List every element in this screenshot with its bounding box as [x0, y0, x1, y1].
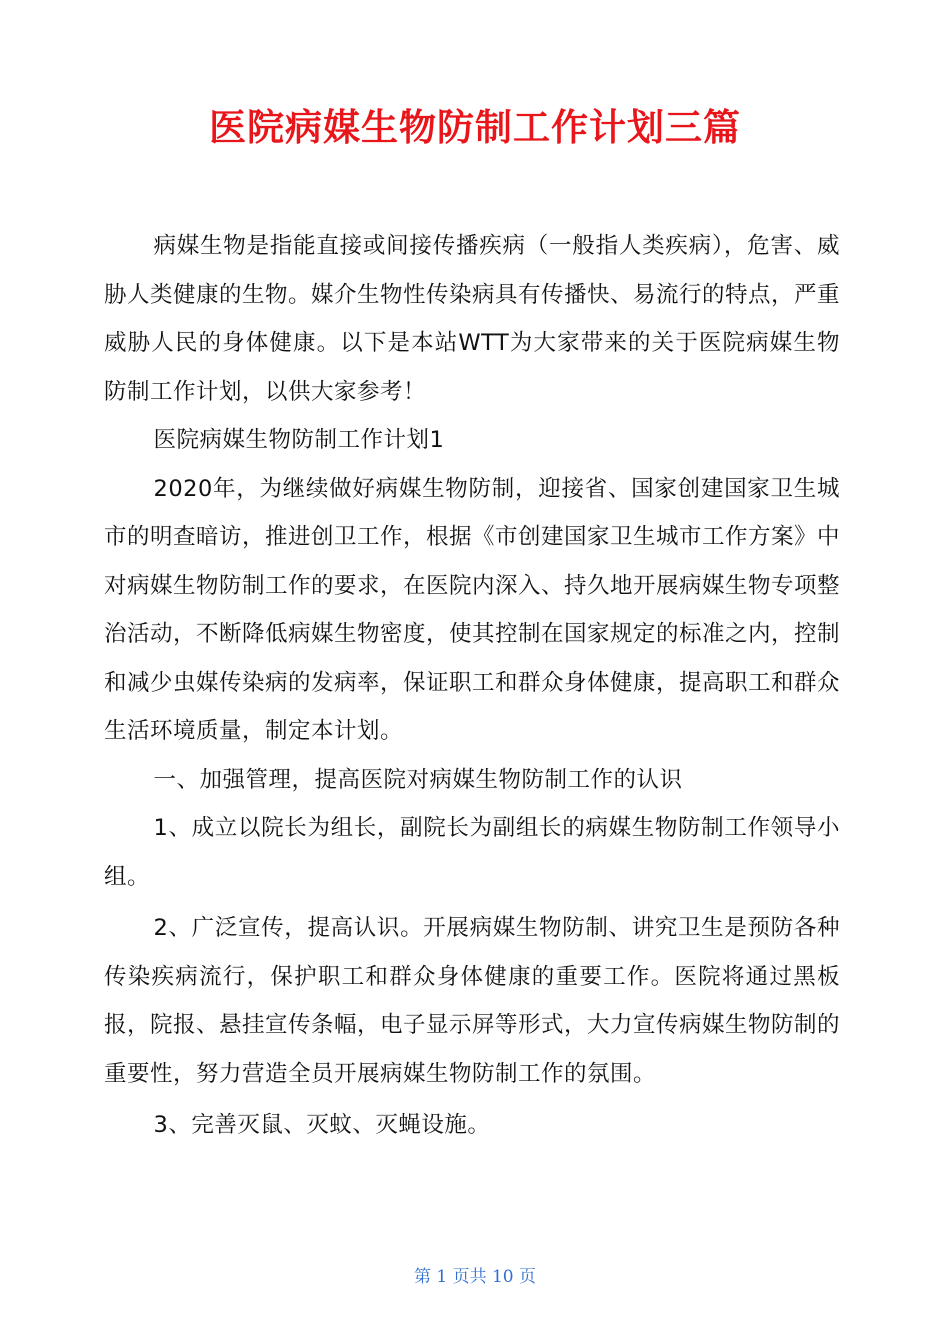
list-item-1: 1、成立以院长为组长，副院长为副组长的病媒生物防制工作领导小组。 — [104, 815, 840, 890]
page-footer: 第 1 页共 10 页 — [413, 1267, 537, 1287]
document-title: 医院病媒生物防制工作计划三篇 — [209, 106, 741, 149]
paragraph-plan-1-overview: 2020年，为继续做好病媒生物防制，迎接省、国家创建国家卫生城市的明查暗访，推进创卫工作，根据《市创建国家卫生城市工作方案》中对病媒生物防制工作的要求，在医院内深入、持久地开展病媒生物专项整治活动，不断降低病媒生物密度，使其控制在国家规定的标准之内，控制和减少虫媒传染病的发病率，保证职工和群众身体健康，提高职工和群众生活环境质量，制定本计划。 — [104, 475, 841, 744]
list-item-2: 2、广泛宣传，提高认识。开展病媒生物防制、讲究卫生是预防各种传染疾病流行，保护职工和群众身体健康的重要工作。医院将通过黑板报，院报、悬挂宣传条幅，电子显示屏等形式，大力宣传病媒生物防制的重要性，努力营造全员开展病媒生物防制工作的氛围。 — [104, 915, 841, 1087]
paragraph-intro: 病媒生物是指能直接或间接传播疾病（一般指人类疾病），危害、威胁人类健康的生物。媒介生物性传染病具有传播快、易流行的特点，严重威胁人民的身体健康。以下是本站WTT为大家带来的关于医院病媒生物防制工作计划，以供大家参考！ — [104, 233, 841, 405]
document-body — [104, 222, 840, 1150]
section-heading-plan-1: 医院病媒生物防制工作计划1 — [153, 427, 445, 453]
section-heading-part-1: 一、加强管理，提高医院对病媒生物防制工作的认识 — [153, 766, 683, 793]
list-item-3: 3、完善灭鼠、灭蚊、灭蝇设施。 — [153, 1112, 491, 1138]
